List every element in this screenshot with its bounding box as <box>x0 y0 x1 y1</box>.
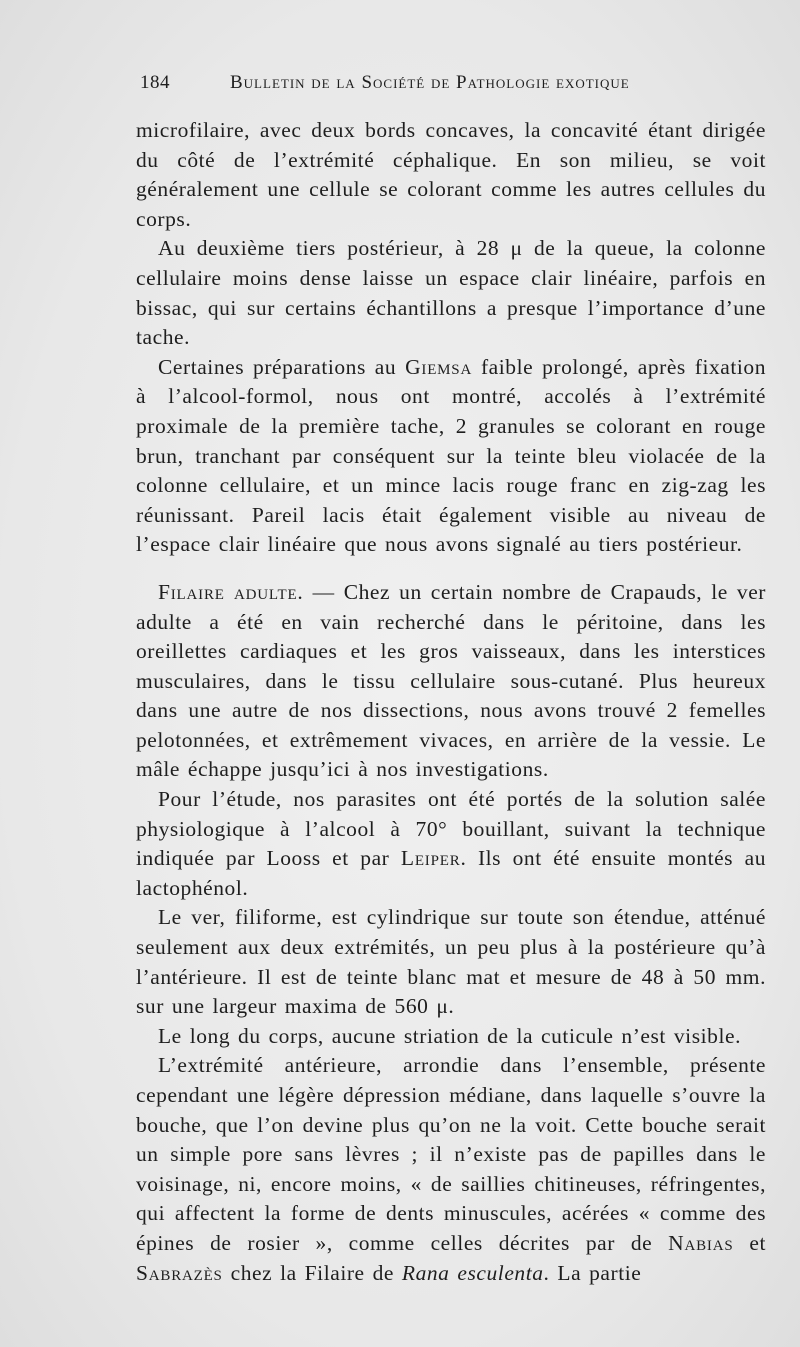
paragraph-text: Certaines préparations au <box>158 354 406 379</box>
paragraph-text: L’extrémité antérieure, arrondie dans l’ensemble, présente cependant une légère dépression médiane, dans laquelle s’ouvre la bouche, que l’on devine plus qu’on ne la voit. Cette bouche serait un simple pore sans lèvres ; il n’existe pas de papilles dans le voisinage, ni, encore moins, « de saillies chitineuses, réfringentes, qui affectent la forme de dents minuscules, acérées « comme des épines de rosier », comme celles décrites par de <box>136 1053 766 1255</box>
paragraph-continued: microfilaire, avec deux bords concaves, la concavité étant dirigée du côté de l’extrémité céphalique. En son milieu, se voit généralement une cellule se colorant comme les autres cellules du corps. <box>136 118 766 231</box>
paragraph-clear-space: Au deuxième tiers postérieur, à 28 μ de la queue, la colonne cellulaire moins dense laisse un espace clair linéaire, parfois en bissac, qui sur certains échantillons a presque l’importance d’une tache. <box>136 236 766 350</box>
section-heading: Filaire adulte. <box>158 579 304 604</box>
species-name: Rana esculenta <box>401 1260 544 1285</box>
paragraph-text: et <box>733 1230 766 1255</box>
paragraph-adult-filaria <box>136 578 766 785</box>
author-name: Sabrazès <box>136 1260 223 1285</box>
paragraph-text: Pour l’étude, nos parasites ont été portés de la solution salée physiologique à l’alcool à 70° bouillant, suivant la technique indiquée par Looss et par <box>136 787 766 871</box>
page-number: 184 <box>140 72 170 93</box>
paragraph-worm-shape: Le ver, filiforme, est cylindrique sur toute son étendue, atténué seulement aux deux extrémités, un peu plus à la postérieure qu’à l’antérieure. Il est de teinte blanc mat et mesure de 48 à 50 mm. sur une largeur maxima de 560 μ. <box>136 905 766 1019</box>
paragraph-anterior-end <box>136 1051 766 1288</box>
running-head <box>140 72 700 102</box>
paragraph-text: . Ils ont été ensuite montés au lactophénol. <box>136 846 766 900</box>
paragraph-cuticle: Le long du corps, aucune striation de la cuticule n’est visible. <box>158 1023 741 1048</box>
paragraph-text: . La partie <box>543 1260 642 1285</box>
paragraph-giemsa <box>136 353 766 560</box>
paragraph-text: faible prolongé, après fixation à l’alcool-formol, nous ont montré, accolés à l’extrémité proximale de la première tache, 2 granules se colorant en rouge brun, tranchant par conséquent sur la teinte bleu violacée de la colonne cellulaire, et un mince lacis rouge franc en zig-zag les réunissant. Pareil lacis était également visible au niveau de l’espace clair linéaire que nous avons signalé au tiers postérieur. <box>136 354 767 557</box>
author-name: Nabias <box>668 1230 734 1255</box>
paragraph-text: chez la Filaire de <box>222 1260 402 1285</box>
body-text <box>136 116 766 1288</box>
paragraph-text: — Chez un certain nombre de Crapauds, le ver adulte a été en vain recherché dans le péritoine, dans les oreillettes cardiaques et les gros vaisseaux, dans les interstices musculaires, dans le tissu cellulaire sous-cutané. Plus heureux dans une autre de nos dissections, nous avons trouvé 2 femelles pelotonnées, et extrêmement vivaces, en arrière de la vessie. Le mâle échappe jusqu’ici à nos investigations. <box>136 579 766 782</box>
journal-title: Bulletin de la Société de Pathologie exotique <box>230 72 630 93</box>
author-name: Giemsa <box>405 354 473 379</box>
paragraph-study-method <box>136 785 766 903</box>
author-name: Leiper <box>400 846 461 871</box>
